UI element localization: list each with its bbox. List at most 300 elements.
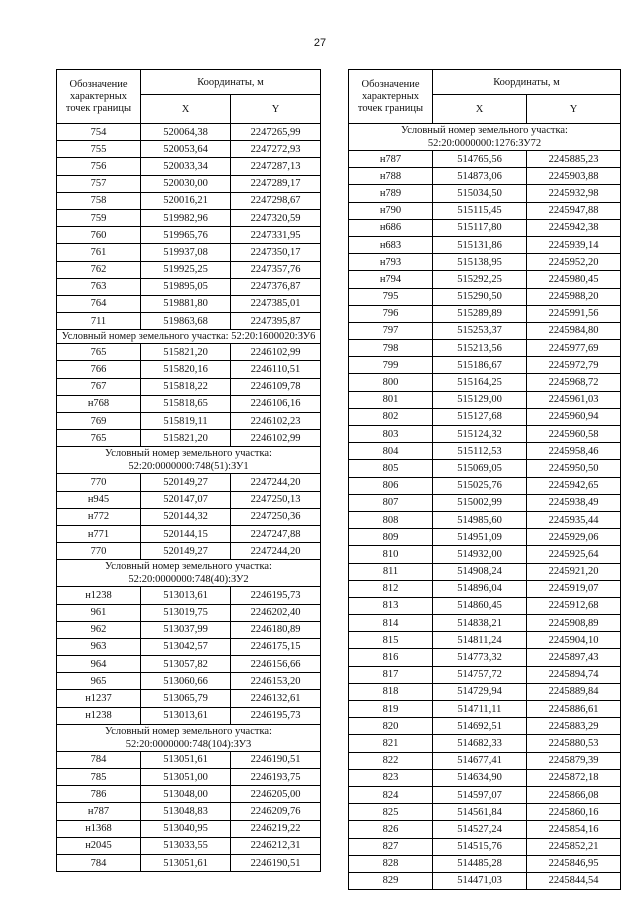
point-id-cell: 821 [349,735,433,752]
x-cell: 513033,55 [141,837,231,854]
table-row [57,175,321,192]
table-row [57,803,321,820]
point-id-cell: 761 [57,244,141,261]
x-cell: 515821,20 [141,430,231,447]
y-cell: 2246102,99 [231,430,321,447]
x-cell: 515129,00 [433,391,527,408]
section-row [57,560,321,587]
table-row [349,804,621,821]
y-cell: 2246132,61 [231,690,321,707]
point-id-cell: 827 [349,838,433,855]
point-id-cell: н794 [349,271,433,288]
table-row [57,621,321,638]
table-row [349,597,621,614]
x-cell: 515818,22 [141,378,231,395]
x-cell: 513051,00 [141,769,231,786]
point-id-cell: 759 [57,209,141,226]
coordinates-table-right [348,69,621,890]
point-id-cell: 818 [349,683,433,700]
x-cell: 514985,60 [433,511,527,528]
table-row [349,254,621,271]
point-id-cell: 770 [57,474,141,491]
x-cell: 515292,25 [433,271,527,288]
header-coords-label: Координаты, м [433,70,621,95]
point-id-cell: 819 [349,701,433,718]
y-cell: 2245889,84 [527,683,621,700]
x-cell: 515131,86 [433,236,527,253]
y-cell: 2247298,67 [231,192,321,209]
x-cell: 515818,65 [141,395,231,412]
x-cell: 514561,84 [433,804,527,821]
table-row [57,707,321,724]
point-id-cell: 766 [57,361,141,378]
table-row [349,786,621,803]
y-cell: 2245919,07 [527,580,621,597]
point-id-cell: н787 [349,151,433,168]
y-cell: 2245846,95 [527,855,621,872]
point-id-cell: 796 [349,305,433,322]
point-id-cell: 810 [349,546,433,563]
point-id-cell: 786 [57,786,141,803]
table-row [349,494,621,511]
x-cell: 519925,25 [141,261,231,278]
y-cell: 2245852,21 [527,838,621,855]
table-row [349,202,621,219]
y-cell: 2246175,15 [231,638,321,655]
table-row [57,192,321,209]
y-cell: 2245904,10 [527,632,621,649]
header-x: X [433,95,527,124]
y-cell: 2245885,23 [527,151,621,168]
point-id-cell: 795 [349,288,433,305]
point-id-cell: 965 [57,673,141,690]
point-id-cell: 814 [349,615,433,632]
section-title: Условный номер земельного участка: 52:20:0000000:748(51):ЗУ1 [57,447,321,474]
y-cell: 2245912,68 [527,597,621,614]
y-cell: 2246102,23 [231,413,321,430]
table-row [57,656,321,673]
table-row [349,701,621,718]
y-cell: 2246109,78 [231,378,321,395]
table-body-left [57,124,321,872]
table-row [349,769,621,786]
table-row [57,295,321,312]
y-cell: 2246106,16 [231,395,321,412]
x-cell: 519982,96 [141,209,231,226]
point-id-cell: 767 [57,378,141,395]
x-cell: 520144,15 [141,525,231,542]
y-cell: 2245925,64 [527,546,621,563]
table-row [57,430,321,447]
section-title: Условный номер земельного участка: 52:20:0000000:1276:ЗУ72 [349,124,621,151]
section-row [57,330,321,344]
point-id-cell: 760 [57,227,141,244]
x-cell: 515186,67 [433,357,527,374]
y-cell: 2247265,99 [231,124,321,141]
y-cell: 2247244,20 [231,474,321,491]
point-id-cell: 763 [57,278,141,295]
x-cell: 519881,80 [141,295,231,312]
point-id-cell: н1237 [57,690,141,707]
x-cell: 514860,45 [433,597,527,614]
y-cell: 2245942,65 [527,477,621,494]
point-id-cell: 804 [349,443,433,460]
point-id-cell: н772 [57,508,141,525]
table-row [349,340,621,357]
table-row [349,219,621,236]
y-cell: 2245991,56 [527,305,621,322]
table-row [57,820,321,837]
y-cell: 2245872,18 [527,769,621,786]
table-row [57,543,321,560]
point-id-cell: н768 [57,395,141,412]
x-cell: 520033,34 [141,158,231,175]
point-id-cell: 963 [57,638,141,655]
x-cell: 520144,32 [141,508,231,525]
table-row [349,666,621,683]
header-coords-label: Координаты, м [141,70,321,95]
y-cell: 2247376,87 [231,278,321,295]
coordinates-table-left [56,69,321,872]
table-row [57,690,321,707]
y-cell: 2245921,20 [527,563,621,580]
point-id-cell: 756 [57,158,141,175]
point-id-cell: 826 [349,821,433,838]
y-cell: 2245958,46 [527,443,621,460]
point-id-cell: 754 [57,124,141,141]
y-cell: 2247250,13 [231,491,321,508]
table-row [57,361,321,378]
y-cell: 2245939,14 [527,236,621,253]
y-cell: 2245908,89 [527,615,621,632]
table-row [57,604,321,621]
point-id-cell: 825 [349,804,433,821]
y-cell: 2245935,44 [527,511,621,528]
x-cell: 513042,57 [141,638,231,655]
table-row [57,854,321,871]
y-cell: 2245879,39 [527,752,621,769]
x-cell: 513013,61 [141,587,231,604]
point-id-cell: 964 [57,656,141,673]
table-row [57,413,321,430]
x-cell: 515034,50 [433,185,527,202]
y-cell: 2245960,58 [527,426,621,443]
x-cell: 515115,45 [433,202,527,219]
y-cell: 2245960,94 [527,408,621,425]
point-id-cell: н788 [349,168,433,185]
table-row [349,322,621,339]
point-id-cell: 784 [57,854,141,871]
x-cell: 513013,61 [141,707,231,724]
x-cell: 513048,83 [141,803,231,820]
table-row [57,344,321,361]
header-point-label: Обозначение характерных точек границы [57,70,141,124]
y-cell: 2245880,53 [527,735,621,752]
point-id-cell: н1238 [57,587,141,604]
y-cell: 2245942,38 [527,219,621,236]
point-id-cell: 807 [349,494,433,511]
y-cell: 2246193,75 [231,769,321,786]
x-cell: 514729,94 [433,683,527,700]
y-cell: 2245977,69 [527,340,621,357]
point-id-cell: 758 [57,192,141,209]
table-row [57,227,321,244]
point-id-cell: н787 [57,803,141,820]
table-row [349,563,621,580]
point-id-cell: 824 [349,786,433,803]
y-cell: 2245947,88 [527,202,621,219]
table-row [349,683,621,700]
x-cell: 515025,76 [433,477,527,494]
table-row [57,769,321,786]
point-id-cell: 815 [349,632,433,649]
x-cell: 515002,99 [433,494,527,511]
y-cell: 2245897,43 [527,649,621,666]
y-cell: 2245894,74 [527,666,621,683]
y-cell: 2245988,20 [527,288,621,305]
x-cell: 514908,24 [433,563,527,580]
y-cell: 2245844,54 [527,872,621,889]
table-row [349,615,621,632]
point-id-cell: н789 [349,185,433,202]
table-row [57,313,321,330]
table-row [349,305,621,322]
x-cell: 513057,82 [141,656,231,673]
point-id-cell: н771 [57,525,141,542]
x-cell: 513048,00 [141,786,231,803]
y-cell: 2246180,89 [231,621,321,638]
point-id-cell: 797 [349,322,433,339]
x-cell: 514932,00 [433,546,527,563]
x-cell: 519895,05 [141,278,231,295]
y-cell: 2246156,66 [231,656,321,673]
y-cell: 2246205,00 [231,786,321,803]
table-row [57,395,321,412]
point-id-cell: н2045 [57,837,141,854]
point-id-cell: 802 [349,408,433,425]
x-cell: 513019,75 [141,604,231,621]
table-row [57,837,321,854]
point-id-cell: н1368 [57,820,141,837]
x-cell: 513040,95 [141,820,231,837]
x-cell: 514765,56 [433,151,527,168]
y-cell: 2247320,59 [231,209,321,226]
x-cell: 515069,05 [433,460,527,477]
table-row [57,508,321,525]
x-cell: 513051,61 [141,751,231,768]
x-cell: 515820,16 [141,361,231,378]
x-cell: 515138,95 [433,254,527,271]
point-id-cell: 828 [349,855,433,872]
x-cell: 515819,11 [141,413,231,430]
x-cell: 515124,32 [433,426,527,443]
x-cell: 513060,66 [141,673,231,690]
table-row [57,261,321,278]
x-cell: 513037,99 [141,621,231,638]
y-cell: 2245903,88 [527,168,621,185]
y-cell: 2246153,20 [231,673,321,690]
y-cell: 2245886,61 [527,701,621,718]
table-row [57,141,321,158]
point-id-cell: 755 [57,141,141,158]
y-cell: 2247331,95 [231,227,321,244]
x-cell: 513065,79 [141,690,231,707]
x-cell: 514597,07 [433,786,527,803]
point-id-cell: 806 [349,477,433,494]
point-id-cell: 808 [349,511,433,528]
x-cell: 514773,32 [433,649,527,666]
point-id-cell: 769 [57,413,141,430]
point-id-cell: 800 [349,374,433,391]
table-row [349,855,621,872]
x-cell: 519863,68 [141,313,231,330]
y-cell: 2246195,73 [231,707,321,724]
table-row [57,278,321,295]
x-cell: 514471,03 [433,872,527,889]
y-cell: 2246102,99 [231,344,321,361]
table-row [349,632,621,649]
table-row [57,209,321,226]
point-id-cell: 961 [57,604,141,621]
x-cell: 519965,76 [141,227,231,244]
table-row [349,735,621,752]
y-cell: 2245980,45 [527,271,621,288]
table-row [349,546,621,563]
x-cell: 514896,04 [433,580,527,597]
y-cell: 2247272,93 [231,141,321,158]
x-cell: 520016,21 [141,192,231,209]
table-body-right [349,124,621,890]
point-id-cell: 803 [349,426,433,443]
point-id-cell: 829 [349,872,433,889]
y-cell: 2246209,76 [231,803,321,820]
point-id-cell: 813 [349,597,433,614]
section-row [349,124,621,151]
table-row [349,236,621,253]
y-cell: 2245860,16 [527,804,621,821]
table-row [349,649,621,666]
x-cell: 515253,37 [433,322,527,339]
point-id-cell: 765 [57,430,141,447]
x-cell: 515821,20 [141,344,231,361]
point-id-cell: 809 [349,529,433,546]
point-id-cell: 805 [349,460,433,477]
table-row [349,529,621,546]
header-point-label: Обозначение характерных точек границы [349,70,433,124]
x-cell: 520053,64 [141,141,231,158]
point-id-cell: 798 [349,340,433,357]
x-cell: 514527,24 [433,821,527,838]
point-id-cell: 757 [57,175,141,192]
point-id-cell: 799 [349,357,433,374]
x-cell: 514515,76 [433,838,527,855]
table-row [57,751,321,768]
point-id-cell: н945 [57,491,141,508]
y-cell: 2246110,51 [231,361,321,378]
y-cell: 2246195,73 [231,587,321,604]
section-title: Условный номер земельного участка: 52:20:0000000:748(40):ЗУ2 [57,560,321,587]
point-id-cell: 770 [57,543,141,560]
x-cell: 514811,24 [433,632,527,649]
y-cell: 2245952,20 [527,254,621,271]
x-cell: 515290,50 [433,288,527,305]
y-cell: 2246212,31 [231,837,321,854]
y-cell: 2247289,17 [231,175,321,192]
x-cell: 514873,06 [433,168,527,185]
table-row [57,124,321,141]
table-row [349,374,621,391]
y-cell: 2247250,36 [231,508,321,525]
y-cell: 2245968,72 [527,374,621,391]
x-cell: 519937,08 [141,244,231,261]
table-row [57,378,321,395]
table-row [349,185,621,202]
x-cell: 514485,28 [433,855,527,872]
x-cell: 520149,27 [141,474,231,491]
x-cell: 514951,09 [433,529,527,546]
point-id-cell: 801 [349,391,433,408]
table-row [57,474,321,491]
table-row [349,443,621,460]
section-row [57,724,321,751]
x-cell: 514757,72 [433,666,527,683]
section-title: Условный номер земельного участка: 52:20:0000000:748(104):ЗУ3 [57,724,321,751]
point-id-cell: н686 [349,219,433,236]
point-id-cell: 817 [349,666,433,683]
table-row [349,168,621,185]
header-y: Y [231,95,321,124]
y-cell: 2247244,20 [231,543,321,560]
table-row [349,477,621,494]
table-row [349,752,621,769]
x-cell: 513051,61 [141,854,231,871]
table-row [57,638,321,655]
x-cell: 514692,51 [433,718,527,735]
page-number: 27 [313,37,327,49]
point-id-cell: 812 [349,580,433,597]
x-cell: 514682,33 [433,735,527,752]
table-row [349,288,621,305]
x-cell: 515127,68 [433,408,527,425]
x-cell: 515112,53 [433,443,527,460]
x-cell: 514838,21 [433,615,527,632]
point-id-cell: н790 [349,202,433,219]
table-row [349,151,621,168]
table-row [349,357,621,374]
table-row [349,408,621,425]
table-row [57,491,321,508]
x-cell: 520147,07 [141,491,231,508]
y-cell: 2246190,51 [231,751,321,768]
table-row [349,821,621,838]
y-cell: 2247350,17 [231,244,321,261]
table-row [349,511,621,528]
header-x: X [141,95,231,124]
table-row [57,786,321,803]
section-title: Условный номер земельного участка: 52:20:1600020:ЗУ6 [57,330,321,344]
header-y: Y [527,95,621,124]
y-cell: 2245854,16 [527,821,621,838]
point-id-cell: 822 [349,752,433,769]
y-cell: 2247395,87 [231,313,321,330]
y-cell: 2247385,01 [231,295,321,312]
table-row [349,872,621,889]
point-id-cell: 764 [57,295,141,312]
x-cell: 520149,27 [141,543,231,560]
y-cell: 2245866,08 [527,786,621,803]
point-id-cell: 785 [57,769,141,786]
y-cell: 2245929,06 [527,529,621,546]
